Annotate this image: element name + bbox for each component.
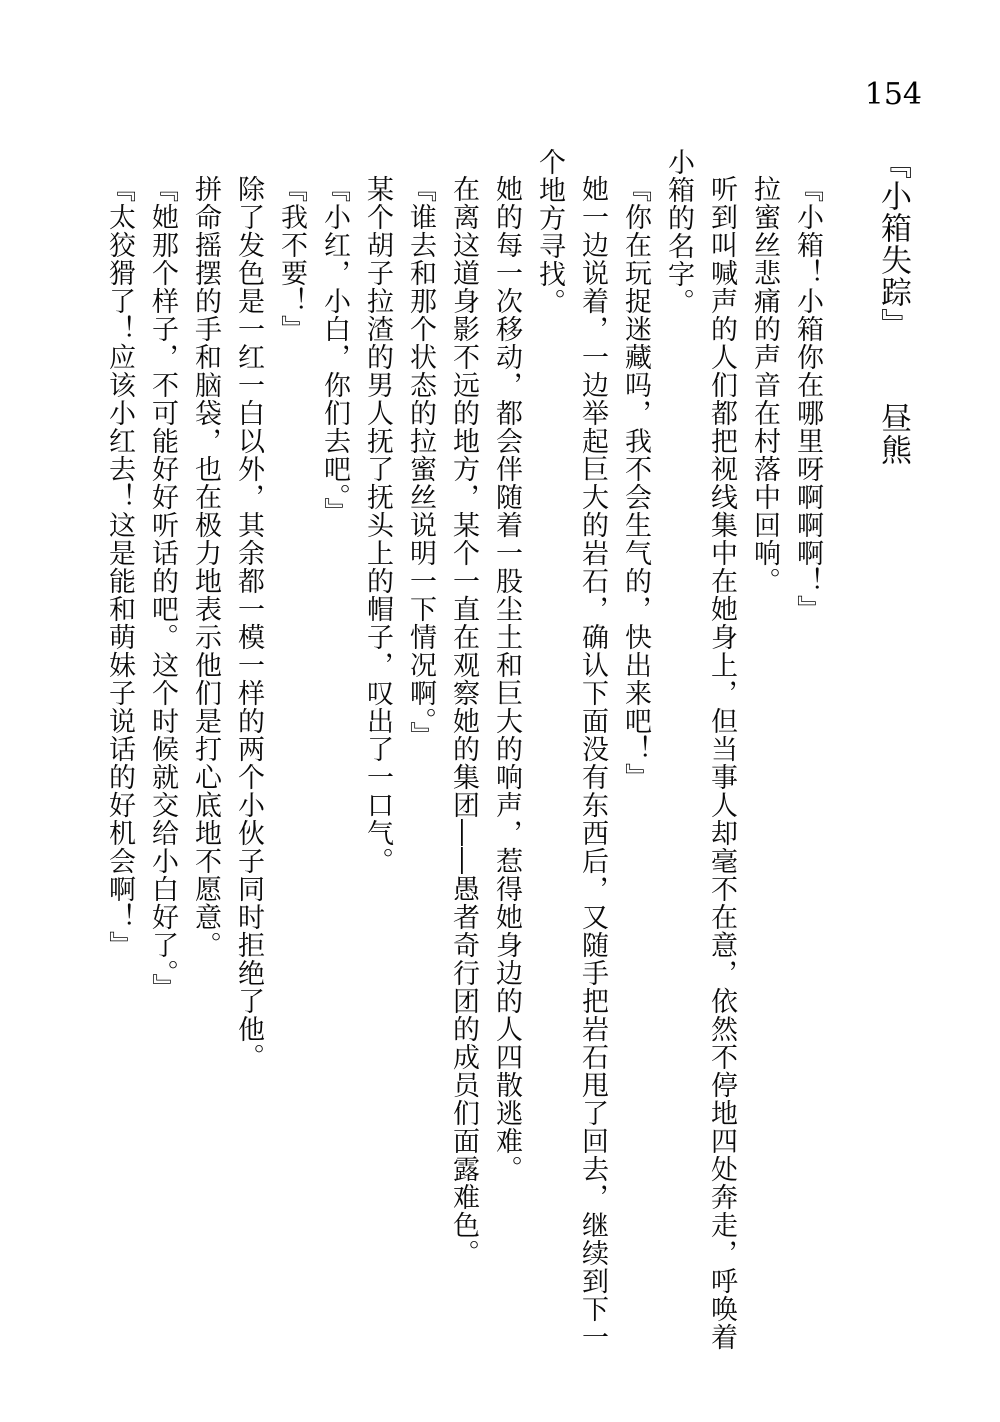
- paragraph: 她的每一次移动，都会伴随着一股尘土和巨大的响声，惹得她身边的人四散逃难。: [492, 175, 522, 1183]
- paragraph: 『小红，小白，你们去吧。』: [320, 175, 350, 526]
- paragraph: 在离这道身影不远的地方，某个一直在观察她的集团——愚者奇行团的成员们面露难色。: [449, 175, 479, 1267]
- paragraph: 她一边说着，一边举起巨大的岩石，确认下面没有东西后，又随手把岩石甩了回去，继续到下一个地方寻找。: [535, 148, 608, 1351]
- chapter-title-line: [872, 148, 915, 1354]
- paragraph: 『她那个样子，不可能好好听话的吧。这个时候就交给小白好了。』: [148, 175, 178, 1002]
- chapter-title: 『小箱失踪』: [876, 148, 911, 340]
- vertical-text-body: [98, 148, 915, 1354]
- paragraph: 『小箱！小箱你在哪里呀啊啊啊！』: [793, 175, 823, 623]
- paragraph: 『太狡猾了！应该小红去！这是能和萌妹子说话的好机会啊！』: [105, 175, 135, 959]
- paragraph: 某个胡子拉渣的男人抚了抚头上的帽子，叹出了一口气。: [363, 175, 393, 875]
- author-name: 昼熊: [876, 402, 911, 466]
- paragraph: 除了发色是一红一白以外，其余都一模一样的两个小伙子同时拒绝了他。: [234, 175, 264, 1071]
- page-number: 154: [864, 77, 922, 112]
- paragraph: 『谁去和那个状态的拉蜜丝说明一下情况啊。』: [406, 175, 436, 750]
- title-author-gap: [893, 340, 894, 402]
- paragraph: 拉蜜丝悲痛的声音在村落中回响。: [750, 175, 780, 595]
- paragraph: 『我不要！』: [277, 175, 307, 343]
- paragraph: 『你在玩捉迷藏吗，我不会生气的，快出来吧！』: [621, 175, 651, 791]
- paragraph: 拼命摇摆的手和脑袋，也在极力地表示他们是打心底地不愿意。: [191, 175, 221, 959]
- paragraph: 听到叫喊声的人们都把视线集中在她身上，但当事人却毫不在意，依然不停地四处奔走，呼唤着小箱的名字。: [664, 148, 737, 1351]
